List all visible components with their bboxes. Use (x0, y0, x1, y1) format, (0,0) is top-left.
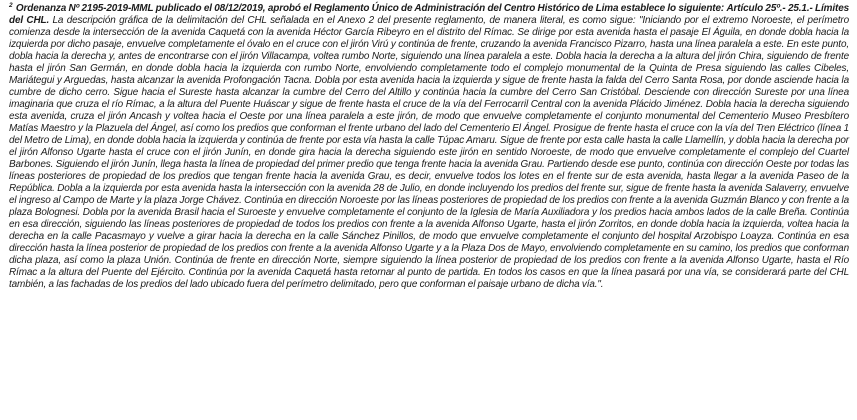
article-label: Artículo 25º.- 25.1.- Límites del CHL. (9, 3, 850, 26)
article-body-text: La descripción gráfica de la delimitación del CHL señalada en el Anexo 2 del presente reglamento, de manera literal, es como sigue: "Iniciando por el extremo Noroeste, el perímetro comienza desde la intersección de la avenida Caquetá con la avenida Héctor García Ribeyro en el distrito del Rímac. Se dirige por esta avenida hasta el pasaje El Águila, en donde dobla hacia la izquierda por dicho pasaje, envuelve completamente el óvalo en el cruce con el jirón Virú y continúa de frente, cruzando la avenida Francisco Pizarro, hasta una línea paralela a este. En este punto, dobla hacia la derecha y, antes de encontrarse con el jirón Villacampa, voltea rumbo Norte, siguiendo una línea paralela a este. Dobla hacia la derecha a la altura del jirón Chira, siguiendo de frente hasta el jirón San Germán, en donde dobla hacia la izquierda con rumbo Norte, envolviendo completamente todo el complejo monumental de la Quinta de Presa siguiendo las calles Cibeles, Mariátegui y Arguedas, hasta alcanzar la avenida Profongación Tacna. Dobla por esta avenida hacia la izquierda y sigue de frente hasta la falda del Cerro Santa Rosa, por donde asciende hacia la cumbre de dicho cerro. Sigue hacia el Sureste hasta alcanzar la cumbre del Cerro del Altillo y continúa hacia la cumbre del Cerro San Cristóbal. Desciende con dirección Sureste por una línea imaginaria que cruza el río Rímac, a la altura del Puente Huáscar y sigue de frente hasta el cruce de la vía del Ferrocarril Central con la avenida Plácido Jiménez. Dobla hacia la derecha siguiendo esta avenida, cruza el jirón Ancash y voltea hacia el Oeste por una línea paralela a este jirón, de modo que envuelve completamente el conjunto monumental del Cementerio Museo Presbítero Matías Maestro y la Plazuela del Ángel, así como los predios que conforman el frente urbano del lado del Cementerio El Ángel. Prosigue de frente hasta el cruce con la vía del Tren Eléctrico (línea 1 del Metro de Lima), en donde dobla hacia la izquierda y continúa de frente por esta vía hasta la calle Túpac Amaru. Sigue de frente por esta calle hasta la calle Llamellín, y dobla hacia la derecha por el jirón Alfonso Ugarte hasta el cruce con el jirón Junín, en donde gira hacia la derecha siguiendo este jirón en sentido Noroeste, de modo que envuelve completamente el complejo del Cuartel Barbones. Siguiendo el jirón Junín, llega hasta la línea de propiedad del primer predio que tenga frente hacia la avenida Grau. Partiendo desde ese punto, continúa con dirección Oeste por todas las líneas posteriores de propiedad de los predios que tengan frente hacia la avenida Grau, es decir, envuelve todos los lotes en el frente sur de esta avenida, hasta llegar a la avenida Paseo de la República. Dobla a la izquierda por esta avenida hasta la intersección con la avenida 28 de Julio, en donde incluyendo los predios del frente sur, sigue de frente hasta la avenida Salaverry, envuelve el ingreso al Campo de Marte y la plaza Jorge Chávez. Continúa en dirección Noroeste por las líneas posteriores de propiedad de los predios con frente a la avenida Guzmán Blanco y con frente a la plaza Bolognesi. Dobla por la avenida Brasil hacia el Suroeste y envuelve completamente el conjunto de la Iglesia de María Auxiliadora y los predios hacia ambos lados de la calle Breña. Continúa en esa dirección, siguiendo las líneas posteriores de propiedad de todos los predios con frente a la avenida Alfonso Ugarte, hasta el jirón Zorritos, en donde dobla hacia la izquierda, voltea hacia la derecha en la calle Pacasmayo y vuelve a girar hacia la derecha en la calle Sánchez Pinillos, de modo que envuelve completamente el conjunto del hospital Arzobispo Loayza. Continúa en esa dirección hasta la línea posterior de propiedad de los predios con frente a la avenida Alfonso Ugarte y a la Plaza Dos de Mayo, envolviendo completamente en su camino, los predios que conforman dicha plaza, así como la plaza Unión. Continúa de frente en dirección Norte, siempre siguiendo la línea posterior de propiedad de los predios con frente a la avenida Alfonso Ugarte, hasta el Río Rímac a la altura del Puente del Ejército. Continúa por la avenida Caquetá hasta retornar al punto de partida. En todos los casos en que la línea pasará por una vía, se considerará parte del CHL también, a las fachadas de los predios del lado ubicado fuera del perímetro delimitado, pero que conforman el paisaje urbano de dicha vía.". (9, 15, 849, 290)
footnote-heading: Ordenanza Nº 2195-2019-MML publicado el 08/12/2019, aprobó el Reglamento Único de Administración del Centro Histórico de Lima establece lo siguiente: (15, 3, 725, 14)
footnote-paragraph (9, 3, 849, 291)
footnote-marker: 2 (9, 1, 13, 9)
